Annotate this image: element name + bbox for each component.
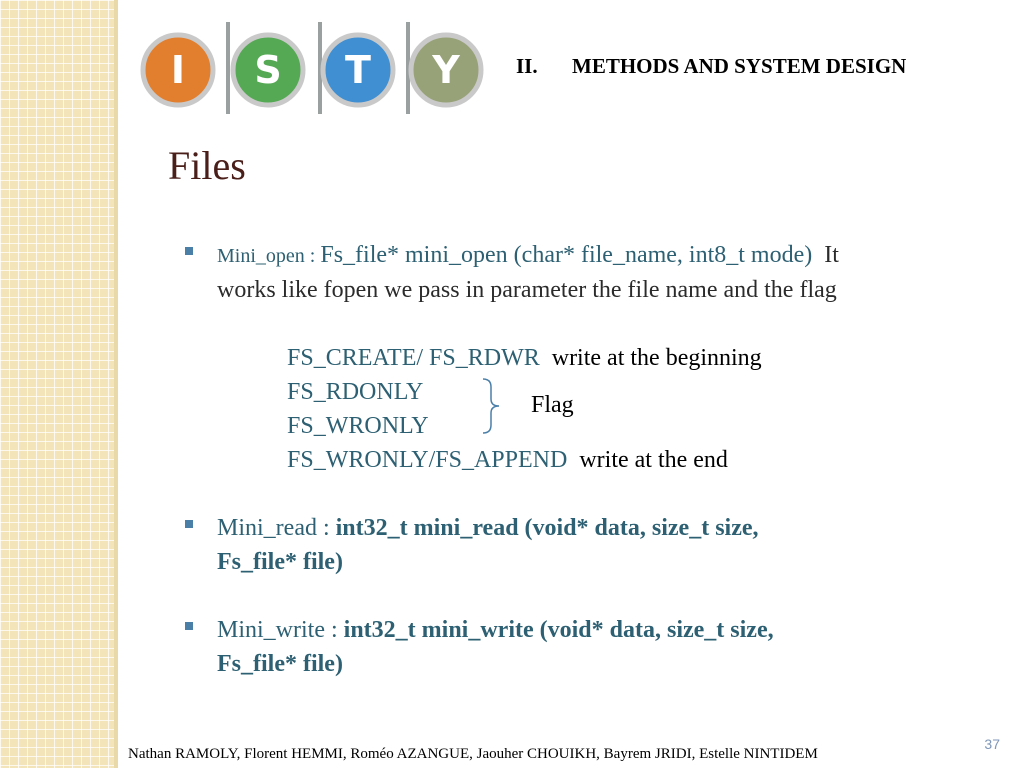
mini-open-description: works like fopen we pass in parameter the file name and the flag xyxy=(217,277,837,303)
section-title: METHODS AND SYSTEM DESIGN xyxy=(572,54,907,78)
mini-open-label: Mini_open : xyxy=(217,245,321,267)
svg-text:S: S xyxy=(254,48,282,92)
bullet-mini-write xyxy=(183,613,983,681)
flag-rdonly: FS_RDONLY xyxy=(287,379,424,405)
section-number: II. xyxy=(516,54,538,78)
decorative-side-line xyxy=(114,0,118,768)
mini-open-description-start: It xyxy=(824,242,839,268)
flag-wronly: FS_WRONLY xyxy=(287,413,429,439)
section-heading xyxy=(516,54,906,79)
flag-wronly-append-note: write at the end xyxy=(579,447,728,473)
bullet-mini-open xyxy=(183,238,983,307)
istyc-logo xyxy=(140,22,485,114)
mini-write-label: Mini_write : xyxy=(217,617,344,643)
flag-create-rdwr: FS_CREATE/ FS_RDWR xyxy=(287,345,540,371)
bullet-mini-read xyxy=(183,511,983,579)
svg-text:T: T xyxy=(345,48,371,92)
decorative-side-band xyxy=(0,0,114,768)
mini-write-signature: int32_t mini_write (void* data, size_t size, xyxy=(343,617,774,643)
right-brace-icon xyxy=(481,377,503,435)
svg-text:I: I xyxy=(170,48,186,92)
flag-brace-label: Flag xyxy=(531,392,574,418)
mini-read-signature: int32_t mini_read (void* data, size_t size, xyxy=(335,515,759,541)
mini-write-signature-cont: Fs_file* file) xyxy=(217,651,343,677)
logo-letter-y xyxy=(411,35,481,105)
slide-content xyxy=(183,238,983,681)
logo-letter-i xyxy=(143,35,213,105)
mini-open-signature: Fs_file* mini_open (char* file_name, int8_t mode) xyxy=(320,242,813,268)
page-number: 37 xyxy=(984,736,1000,752)
logo-letter-s xyxy=(233,35,303,105)
footer-authors: Nathan RAMOLY, Florent HEMMI, Roméo AZANGUE, Jaouher CHOUIKH, Bayrem JRIDI, Estelle NINTIDEM xyxy=(128,746,818,762)
mini-read-signature-cont: Fs_file* file) xyxy=(217,549,343,575)
logo-letter-t xyxy=(323,35,393,105)
svg-text:Y: Y xyxy=(432,48,460,92)
slide-title: Files xyxy=(168,143,246,188)
flag-list xyxy=(183,341,983,477)
bullet-square-icon xyxy=(185,622,193,630)
bullet-square-icon xyxy=(185,520,193,528)
flag-wronly-append: FS_WRONLY/FS_APPEND xyxy=(287,447,568,473)
bullet-square-icon xyxy=(185,247,193,255)
flag-create-rdwr-note: write at the beginning xyxy=(551,345,762,371)
mini-read-label: Mini_read : xyxy=(217,515,336,541)
